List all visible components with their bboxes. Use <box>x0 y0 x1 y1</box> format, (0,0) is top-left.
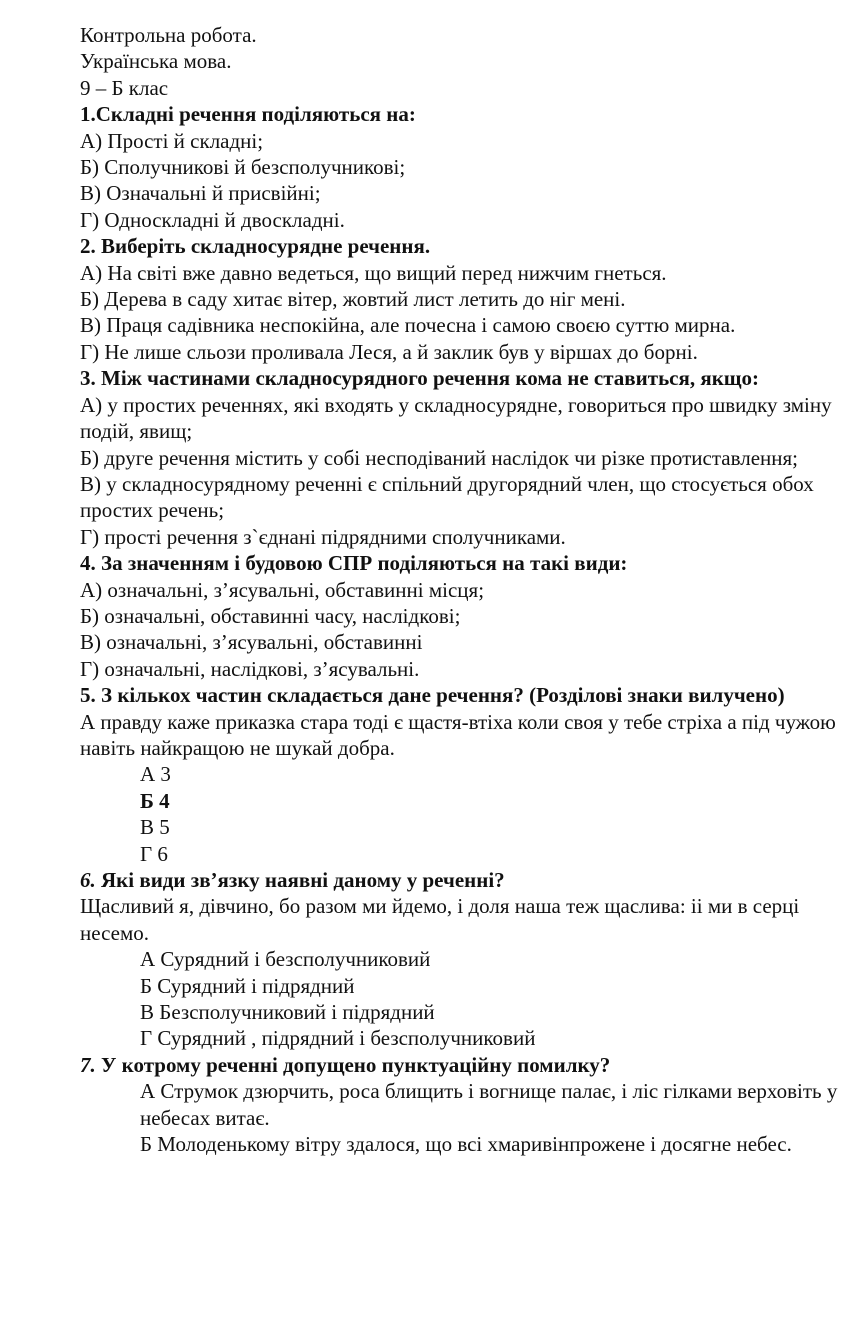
question-6-heading <box>80 867 852 893</box>
question-3-option-b: Б) друге речення містить у собі несподіваний наслідок чи різке протиставлення; <box>80 445 798 470</box>
question-3-option-d: Г) прості речення з`єднані підрядними сполучниками. <box>80 524 566 549</box>
question-6-option-b: Б Сурядний і підрядний <box>140 973 355 998</box>
question-1-option-a: А) Прості й складні; <box>80 128 264 153</box>
question-6-option-d: Г Сурядний , підрядний і безсполучниковий <box>140 1026 536 1051</box>
question-3-option-a: А) у простих реченнях, які входять у складносурядне, говориться про швидку зміну подій, явищ; <box>80 392 832 444</box>
question-5-option-d: Г 6 <box>140 841 168 866</box>
question-6-text: Які види зв’язку наявні даному у реченні? <box>95 868 505 892</box>
question-1-text: 1.Складні речення поділяються на: <box>80 102 416 127</box>
question-6-option-a: А Сурядний і безсполучниковий <box>140 947 431 972</box>
question-1-option-d: Г) Односкладні й двоскладні. <box>80 207 345 232</box>
question-2-option-a: А) На світі вже давно ведеться, що вищий перед нижчим гнеться. <box>80 260 667 285</box>
question-2-text: 2. Виберіть складносурядне речення. <box>80 234 431 259</box>
question-4-text: 4. За значенням і будовою СПР поділяються на такі види: <box>80 551 628 576</box>
question-7-heading <box>80 1052 852 1078</box>
question-3-text: 3. Між частинами складносурядного речення кома не ставиться, якщо: <box>80 366 760 391</box>
question-5-text: 5. З кількох частин складається дане речення? (Розділові знаки вилучено) <box>80 683 785 708</box>
question-4-option-b: Б) означальні, обставинні часу, наслідкові; <box>80 603 461 628</box>
question-2-option-d: Г) Не лише сльози проливала Леся, а й заклик був у віршах до борні. <box>80 339 698 364</box>
question-7-option-b: Б Молоденькому вітру здалося, що всі хмаривінпрожене і досягне небес. <box>140 1132 792 1157</box>
question-1-option-b: Б) Сполучникові й безсполучникові; <box>80 155 406 180</box>
question-5-option-c: В 5 <box>140 815 170 840</box>
question-2-option-b: Б) Дерева в саду хитає вітер, жовтий лист летить до ніг мені. <box>80 287 626 312</box>
question-3-option-c: В) у складносурядному реченні є спільний другорядний член, що стосується обох простих речень; <box>80 471 814 523</box>
question-5-option-a: А 3 <box>140 762 171 787</box>
question-5-sentence: А правду каже приказка стара тоді є щастя-втіха коли своя у тебе стріха а під чужою навіть найкращою не шукай добра. <box>80 709 836 760</box>
question-6-option-c: В Безсполучниковий і підрядний <box>140 1000 435 1025</box>
document-grade: 9 – Б клас <box>80 75 169 100</box>
document-title: Контрольна робота. <box>80 23 257 47</box>
question-7-number: 7. <box>80 1052 96 1077</box>
question-2-option-c: В) Праця садівника неспокійна, але почесна і самою своєю суттю мирна. <box>80 313 736 338</box>
question-1-option-c: В) Означальні й присвійні; <box>80 181 321 206</box>
question-4-option-a: А) означальні, з’ясувальні, обставинні місця; <box>80 577 485 602</box>
document-subject: Українська мова. <box>80 49 232 74</box>
question-6-number: 6. <box>80 868 96 892</box>
question-4-option-d: Г) означальні, наслідкові, з’ясувальні. <box>80 656 420 681</box>
question-6-sentence: Щасливий я, дівчино, бо разом ми йдемо, і доля наша теж щаслива: іі ми в серці несемо. <box>80 894 800 945</box>
question-7-option-a: А Струмок дзюрчить, роса блищить і вогнище палає, і ліс гілками верховіть у небесах витає. <box>140 1079 838 1130</box>
question-7-text: У котрому реченні допущено пунктуаційну помилку? <box>95 1052 611 1077</box>
question-5-option-b: Б 4 <box>140 788 170 813</box>
question-4-option-c: В) означальні, з’ясувальні, обставинні <box>80 630 423 655</box>
